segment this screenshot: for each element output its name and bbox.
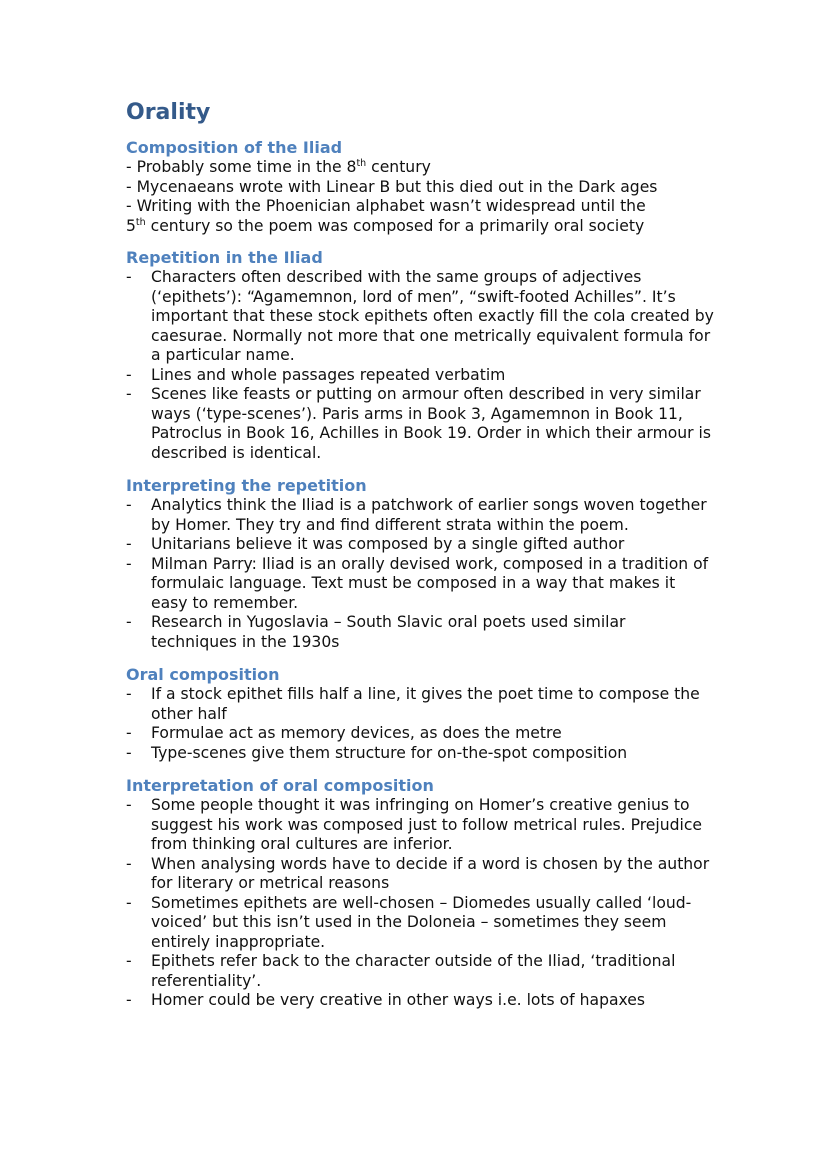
section-interpretation xyxy=(126,776,716,1011)
section-composition xyxy=(126,138,716,236)
section-heading-repetition: Repetition in the Iliad xyxy=(126,248,323,267)
list-item: - Homer could be very creative in other ways i.e. lots of hapaxes xyxy=(126,991,645,1009)
list-item: - Characters often described with the same groups of adjectives (‘epithets’): “Agamemnon, lord of men”, “swift-footed Achilles”. It’s important that these stock epithets often exactly fill the cola created by caesurae. Normally not more that one metrically equivalent formula for a particular name. xyxy=(126,268,714,364)
section-heading-interpretation: Interpretation of oral composition xyxy=(126,776,434,795)
list-item: - Formulae act as memory devices, as does the metre xyxy=(126,724,562,742)
page-title: Orality xyxy=(126,100,211,125)
composition-line-1: - Probably some time in the 8th century xyxy=(126,158,431,176)
list-item: - When analysing words have to decide if a word is chosen by the author for literary or metrical reasons xyxy=(126,854,710,892)
list-item: - Analytics think the Iliad is a patchwork of earlier songs woven together by Homer. They try and find different strata within the poem. xyxy=(126,496,707,534)
interpreting-list xyxy=(126,496,716,652)
list-item: - If a stock epithet fills half a line, it gives the poet time to compose the other half xyxy=(126,685,700,723)
list-item: - Some people thought it was infringing on Homer’s creative genius to suggest his work was composed just to follow metrical rules. Prejudice from thinking oral cultures are inferior. xyxy=(126,796,702,853)
list-item: - Sometimes epithets are well-chosen – Diomedes usually called ‘loud-voiced’ but this isn’t used in the Doloneia – sometimes they seem entirely inappropriate. xyxy=(126,893,692,951)
section-interpreting xyxy=(126,476,716,652)
list-item: - Lines and whole passages repeated verbatim xyxy=(126,365,506,384)
repetition-list xyxy=(126,268,716,463)
section-oral xyxy=(126,665,716,763)
section-heading-oral: Oral composition xyxy=(126,665,280,684)
section-repetition xyxy=(126,248,716,463)
interpretation-list xyxy=(126,796,716,1011)
composition-line-4: 5th century so the poem was composed for a primarily oral society xyxy=(126,216,645,235)
list-item: - Milman Parry: Iliad is an orally devised work, composed in a tradition of formulaic language. Text must be composed in a way that makes it easy to remember. xyxy=(126,554,709,612)
section-heading-composition: Composition of the Iliad xyxy=(126,138,343,157)
document-body xyxy=(126,98,716,1024)
composition-line-3: - Writing with the Phoenician alphabet wasn’t widespread until the xyxy=(126,197,646,215)
composition-line-2: - Mycenaeans wrote with Linear B but this died out in the Dark ages xyxy=(126,177,658,196)
section-heading-interpreting: Interpreting the repetition xyxy=(126,476,367,495)
list-item: - Type-scenes give them structure for on-the-spot composition xyxy=(126,743,628,762)
list-item: - Unitarians believe it was composed by a single gifted author xyxy=(126,535,625,553)
list-item: - Scenes like feasts or putting on armour often described in very similar ways (‘type-scenes’). Paris arms in Book 3, Agamemnon in Book 11, Patroclus in Book 16, Achilles in Book 19. Order in which their armour is described is identical. xyxy=(126,385,712,462)
list-item: - Research in Yugoslavia – South Slavic oral poets used similar techniques in the 1930s xyxy=(126,613,626,651)
oral-list xyxy=(126,685,716,763)
list-item: - Epithets refer back to the character outside of the Iliad, ‘traditional referentiality’. xyxy=(126,952,676,990)
